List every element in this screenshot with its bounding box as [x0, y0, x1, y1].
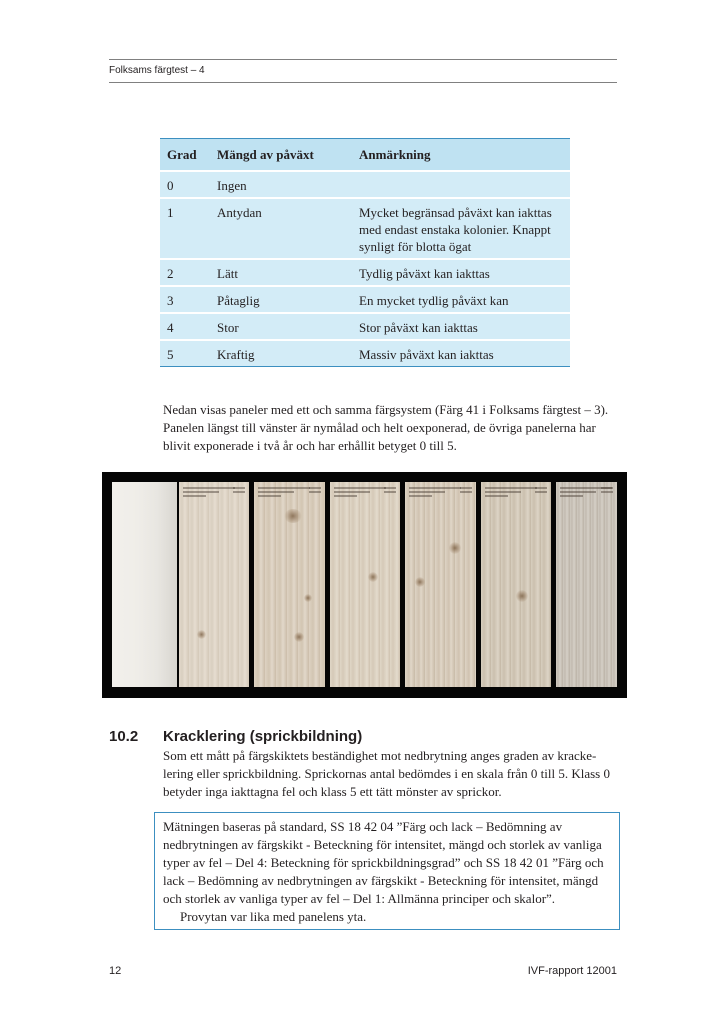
cell-amount: Ingen: [210, 171, 352, 198]
panel-label-small: [309, 487, 321, 493]
panel-label: [334, 487, 386, 497]
section-title: Kracklering (sprickbildning): [163, 728, 363, 745]
cell-amount: Lätt: [210, 259, 352, 286]
wood-panels-photo: [102, 472, 627, 698]
table-row: [160, 198, 570, 259]
cell-grade: 0: [160, 171, 210, 198]
panel-grade-1: [254, 482, 325, 687]
column-header-remark: Anmärkning: [352, 139, 570, 172]
table-row: [160, 313, 570, 340]
column-header-grade: Grad: [160, 139, 210, 172]
cell-grade: 4: [160, 313, 210, 340]
cell-grade: 3: [160, 286, 210, 313]
cell-grade: 2: [160, 259, 210, 286]
section-number: 10.2: [109, 728, 139, 745]
wood-knot: [368, 572, 378, 582]
panel-label-small: [535, 487, 547, 493]
panel-label: [485, 487, 537, 497]
header-rule-top: [109, 59, 617, 60]
table-header-row: [160, 139, 570, 172]
wood-knot: [284, 509, 302, 523]
panel-grade-5: [556, 482, 617, 687]
cell-remark: Tydlig påväxt kan iakttas: [352, 259, 570, 286]
cell-remark: En mycket tydlig påväxt kan: [352, 286, 570, 313]
panel-grade-0: [179, 482, 249, 687]
panel-label-small: [233, 487, 245, 493]
table-row: [160, 259, 570, 286]
intro-paragraph: Nedan visas paneler med ett och samma färgsystem (Färg 41 i Folksams färgtest – 3). Panelen längst till vänster är nymålad och helt oexponerad, de övriga panelerna har blivit exponerade i två år och har erhållit betyget 0 till 5.: [163, 402, 609, 453]
growth-grade-table: [160, 138, 570, 367]
panel-grade-3: [405, 482, 476, 687]
report-id: IVF-rapport 12001: [527, 965, 617, 977]
cell-amount: Kraftig: [210, 340, 352, 367]
cell-grade: 1: [160, 198, 210, 259]
cell-remark: Mycket begränsad påväxt kan iakttas med endast enstaka kolonier. Knappt synligt för blotta ögat: [352, 198, 570, 259]
note-text: Mätningen baseras på standard, SS 18 42 04 ”Färg och lack – Bedömning av nedbrytningen av färgskikt - Beteckning för intensitet, mängd och storlek av vanliga typer av fel – Del 4: Beteckning för sprickbildningsgrad” och SS 18 42 01 ”Färg och lack – Bedömning av nedbrytningen av färgskikt - Beteckning för intensitet, mängd och storlek av vanliga typer av fel – Del 1: Allmänna principer och skalor”.: [163, 819, 604, 906]
cell-remark: Stor påväxt kan iakttas: [352, 313, 570, 340]
section-paragraph: Som ett mått på färgskiktets beständighet mot nedbrytning anges graden av kracke-lering eller sprickbildning. Sprickornas antal bedömdes i en skala från 0 till 5. Klass 0 betyder inga iakttagna fel och klass 5 ett tätt mönster av sprickor.: [163, 748, 610, 799]
panel-grade-2: [330, 482, 400, 687]
page-number: 12: [109, 965, 122, 977]
wood-knot: [516, 590, 528, 602]
column-header-amount: Mängd av påväxt: [210, 139, 352, 172]
wood-knot: [449, 542, 461, 554]
panel-label: [409, 487, 461, 497]
cell-remark: [352, 171, 570, 198]
panel-label-small: [601, 487, 613, 493]
panel-label: [183, 487, 235, 497]
cell-remark: Massiv påväxt kan iakttas: [352, 340, 570, 367]
cell-amount: Påtaglig: [210, 286, 352, 313]
cell-grade: 5: [160, 340, 210, 367]
wood-knot: [294, 632, 304, 642]
standard-note-box: [154, 812, 620, 930]
table-row: [160, 340, 570, 367]
panel-unexposed: [112, 482, 177, 687]
table-row: [160, 286, 570, 313]
running-header: Folksams färgtest – 4: [109, 65, 205, 76]
wood-knot: [197, 630, 206, 639]
header-rule-bottom: [109, 82, 617, 83]
panel-grade-4: [481, 482, 551, 687]
wood-knot: [415, 577, 425, 587]
note-indent-line: Provytan var lika med panelens yta.: [180, 909, 367, 924]
table-row: [160, 171, 570, 198]
cell-amount: Antydan: [210, 198, 352, 259]
panel-label-small: [460, 487, 472, 493]
cell-amount: Stor: [210, 313, 352, 340]
wood-knot: [304, 594, 312, 602]
panel-label: [258, 487, 310, 497]
panel-label-small: [384, 487, 396, 493]
